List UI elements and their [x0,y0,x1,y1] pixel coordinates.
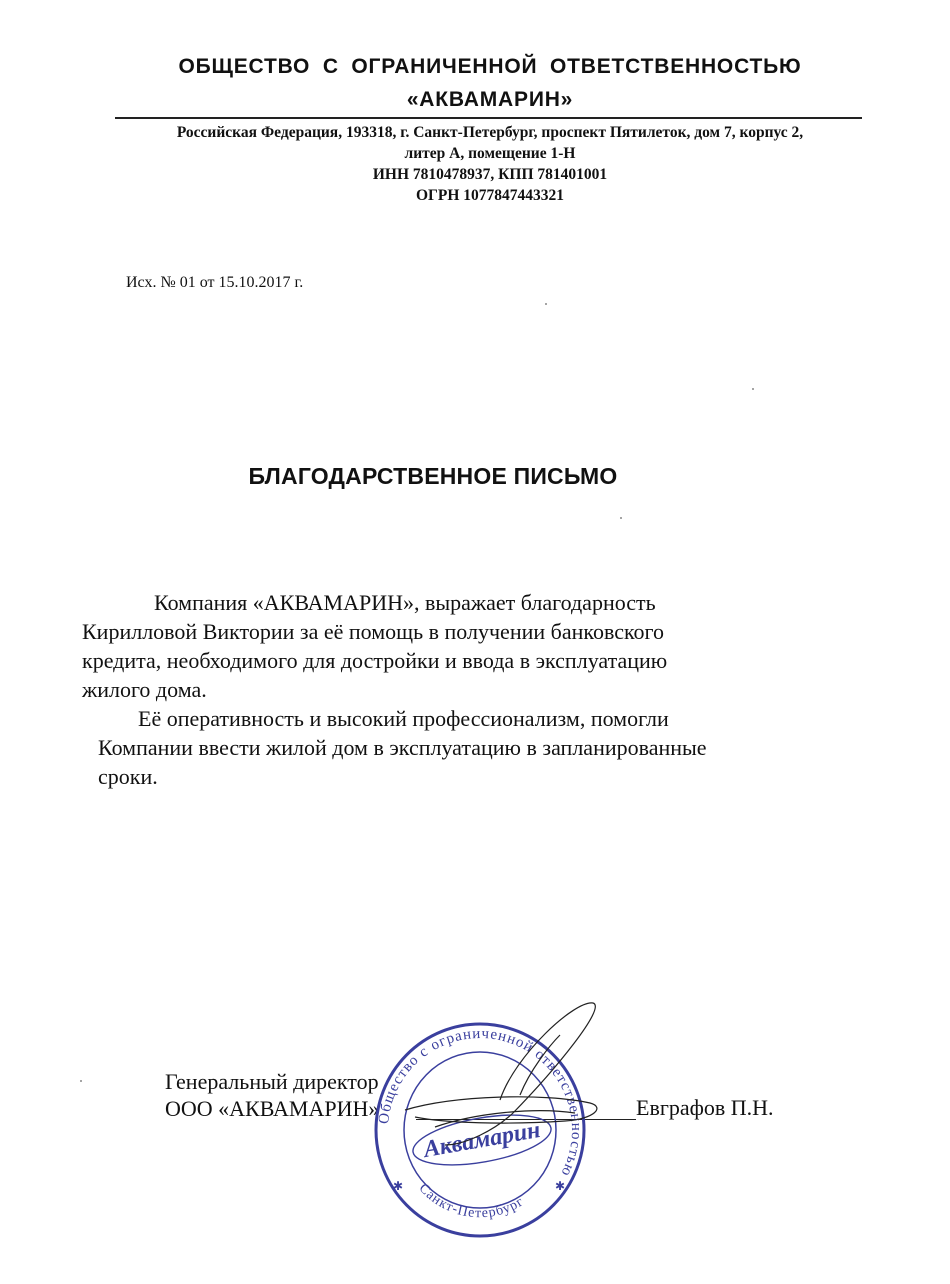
ogrn: ОГРН 1077847443321 [415,187,565,204]
letter-body [82,588,838,791]
p1-line: жилого дома. [82,677,207,702]
stamp-bottom-text-path: Санкт-Петербург [415,1180,527,1222]
outgoing-reference: Исх. № 01 от 15.10.2017 г. [126,274,304,291]
scan-speck [80,1080,82,1082]
p2-line: Компании ввести жилой дом в эксплуатацию в запланированные [98,735,707,760]
signatory-company: ООО «АКВАМАРИН» [165,1096,380,1121]
stamp-outer-text-path: Общество с ограниченной ответственностью [376,1025,585,1180]
scan-speck [752,388,754,390]
org-address-block [100,122,880,206]
paragraph-2 [98,704,838,791]
stamp-center-text: Аквамарин [421,1116,543,1164]
signatory-name: Евграфов П.Н. [636,1095,774,1120]
org-name-line2: «АКВАМАРИН» [406,88,574,111]
address-line-2: литер А, помещение 1-Н [404,145,576,162]
stamp-bottom-text [416,1181,527,1221]
header-divider [115,117,862,119]
paragraph-1 [82,588,838,704]
p1-line: Компания «АКВАМАРИН», выражает благодарность [154,590,656,615]
org-name-line1: ОБЩЕСТВО С ОГРАНИЧЕННОЙ ОТВЕТСТВЕННОСТЬЮ [178,55,802,78]
company-stamp [345,995,615,1265]
document-title: БЛАГОДАРСТВЕННОЕ ПИСЬМО [248,463,618,489]
star-icon: ✱ [393,1179,404,1193]
address-line-1: Российская Федерация, 193318, г. Санкт-Петербург, проспект Пятилеток, дом 7, корпус 2, [176,124,804,141]
p2-line: сроки. [98,764,158,789]
p2-line: Её оперативность и высокий профессионализм, помогли [138,706,669,731]
p1-line: кредита, необходимого для достройки и ввода в эксплуатацию [82,648,668,673]
scan-speck [545,303,547,305]
signatory-position: Генеральный директор [165,1069,379,1094]
stamp-outer-text [376,1026,584,1179]
inn-kpp: ИНН 7810478937, КПП 781401001 [372,166,608,183]
star-icon: ✱ [555,1179,566,1193]
scan-speck [620,517,622,519]
p1-line: Кирилловой Виктории за её помощь в получении банковского [82,619,665,644]
